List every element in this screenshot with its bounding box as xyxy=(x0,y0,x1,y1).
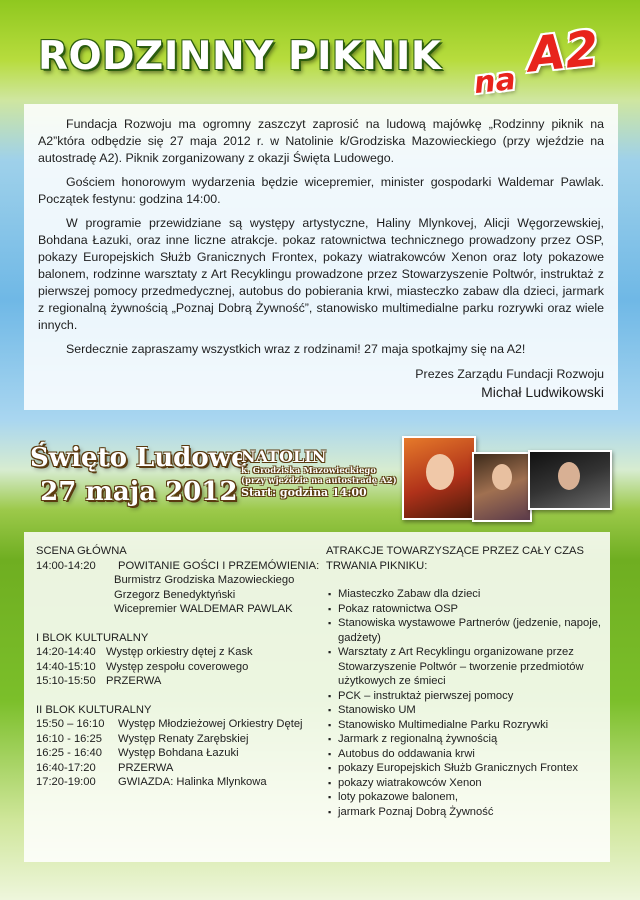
intro-paragraph-1: Fundacja Rozwoju ma ogromny zaszczyt zaprosić na ludową majówkę „Rodzinny piknik na A2”która odbędzie się 27 maja 2012 r. w Natolinie k/Grodziska Mazowieckiego (przy wjeździe na autostradę A2). Piknik zorganizowany z okazji Święta Ludowego. xyxy=(38,117,604,165)
list-item: ▪ pokazy Europejskich Służb Granicznych Frontex xyxy=(326,761,616,776)
performer-photo-2 xyxy=(472,452,532,522)
title-na: na xyxy=(472,61,518,102)
schedule-item: Występ Renaty Zarębskiej xyxy=(118,732,249,745)
schedule-item: Występ Młodzieżowej Orkiestry Dętej xyxy=(118,718,303,730)
list-item: ▪ PCK – instruktaż pierwszej pomocy xyxy=(326,689,616,704)
schedule-time: 14:00-14:20 xyxy=(36,559,96,572)
program-schedule xyxy=(36,544,326,790)
list-item: ▪ Warsztaty z Art Recyklingu organizowane przez Stowarzyszenie Poltwór – tworzenie przedmiotów użytkowych ze śmieci xyxy=(326,645,616,689)
schedule-time: 16:40-17:20 xyxy=(36,761,96,774)
event-date: 27 maja 2012 xyxy=(40,477,238,507)
list-item: ▪ Stanowisko Multimedialne Parku Rozrywki xyxy=(326,718,616,733)
event-name: Święto Ludowe xyxy=(30,443,248,473)
schedule-time: 14:20-14:40 xyxy=(36,646,96,658)
schedule-time: 16:25 - 16:40 xyxy=(36,747,102,759)
schedule-time: 16:10 - 16:25 xyxy=(36,732,102,745)
list-item: ▪ pokazy wiatrakowców Xenon xyxy=(326,776,616,791)
list-item: ▪ Stanowisko UM xyxy=(326,703,616,718)
event-location xyxy=(241,448,397,500)
performer-photo-1 xyxy=(402,436,476,520)
start-time: Start: godzina 14:00 xyxy=(241,486,367,499)
title-main: RODZINNY PIKNIK xyxy=(38,34,442,79)
schedule-time: 14:40-15:10 xyxy=(36,660,96,673)
schedule-row xyxy=(36,732,326,747)
speaker: Grzegorz Benedyktyński xyxy=(114,588,236,601)
intro-paragraph-4: Serdecznie zapraszamy wszystkich wraz z rodzinami! 27 maja spotkajmy się na A2! xyxy=(66,342,526,356)
schedule-item: Występ zespołu coverowego xyxy=(106,660,249,673)
schedule-time: 15:10-15:50 xyxy=(36,675,96,687)
schedule-time: 15:50 – 16:10 xyxy=(36,718,105,730)
schedule-item: PRZERWA xyxy=(118,761,174,774)
event-banner-title xyxy=(30,441,248,509)
title-a2: A2 xyxy=(525,20,602,84)
signature-role: Prezes Zarządu Fundacji Rozwoju xyxy=(415,367,604,381)
schedule-item: PRZERWA xyxy=(106,675,162,687)
signature-name: Michał Ludwikowski xyxy=(481,384,604,400)
schedule-row xyxy=(36,660,326,675)
schedule-item: POWITANIE GOŚCI I PRZEMÓWIENIA: xyxy=(118,559,320,572)
schedule-row xyxy=(36,717,326,732)
schedule-row xyxy=(36,775,326,790)
schedule-row xyxy=(36,645,326,660)
list-item: ▪ Autobus do oddawania krwi xyxy=(326,747,616,762)
intro-panel xyxy=(24,104,618,410)
location-sub-1: k. Grodziska Mazowieckiego xyxy=(241,466,377,476)
schedule-row xyxy=(36,746,326,761)
list-item: ▪ Miasteczko Zabaw dla dzieci xyxy=(326,587,616,602)
location-name: NATOLIN xyxy=(241,447,327,466)
schedule-item: GWIAZDA: Halinka Mlynkowa xyxy=(118,776,267,788)
schedule-row xyxy=(36,761,326,776)
attractions-list xyxy=(326,587,616,819)
speaker: Burmistrz Grodziska Mazowieckiego xyxy=(114,574,295,586)
intro-paragraph-3: W programie przewidziane są występy artystyczne, Haliny Mlynkovej, Alicji Węgorzewskiej, Bohdana Łazuki, oraz inne liczne atrakcje. pokaz ratownictwa technicznego prowadzony przez OSP, pokazy Europejskich Służb Granicznych Frontex, pokazy wiatrakowców Xenon oraz loty pokazowe balonem, rodzinne warsztaty z Art Recyklingu prowadzone przez Stowarzyszenie Poltwór, instruktaż z pierwszej pomocy przedmedycznej, autobus do pobierania krwi, miasteczko zabaw dla dzieci, jarmark z regionalną żywnością „Poznaj Dobrą Żywność”, stanowisko multimedialne parku rozrywki oraz wiele innych. xyxy=(38,216,604,332)
main-stage-title: SCENA GŁÓWNA xyxy=(36,545,127,557)
list-item: ▪ loty pokazowe balonem, xyxy=(326,790,616,805)
list-item: ▪ Pokaz ratownictwa OSP xyxy=(326,602,616,617)
schedule-item: Występ Bohdana Łazuki xyxy=(118,747,239,759)
poster-title xyxy=(0,18,640,102)
speaker: Wicepremier WALDEMAR PAWLAK xyxy=(114,603,293,615)
block1-title: I BLOK KULTURALNY xyxy=(36,631,149,644)
list-item: ▪ Stanowiska wystawowe Partnerów (jedzenie, napoje, gadżety) xyxy=(326,616,616,645)
schedule-time: 17:20-19:00 xyxy=(36,776,96,788)
program-panel xyxy=(24,532,610,862)
schedule-row xyxy=(36,674,326,689)
performer-photo-3 xyxy=(528,450,612,510)
location-sub-2: (przy wjeździe na autostradę A2) xyxy=(241,476,397,486)
list-item: ▪ jarmark Poznaj Dobrą Żywność xyxy=(326,805,616,820)
intro-paragraph-2: Gościem honorowym wydarzenia będzie wicepremier, minister gospodarki Waldemar Pawlak. Początek festynu: godzina 14:00. xyxy=(38,175,604,206)
schedule-row xyxy=(36,559,326,574)
attractions-title: ATRAKCJE TOWARZYSZĄCE PRZEZ CAŁY CZAS TRWANIA PIKNIKU: xyxy=(326,545,584,572)
block2-title: II BLOK KULTURALNY xyxy=(36,703,152,716)
list-item: ▪ Jarmark z regionalną żywnością xyxy=(326,732,616,747)
attractions xyxy=(326,544,616,819)
schedule-item: Występ orkiestry dętej z Kask xyxy=(106,646,253,658)
signature xyxy=(38,365,604,401)
